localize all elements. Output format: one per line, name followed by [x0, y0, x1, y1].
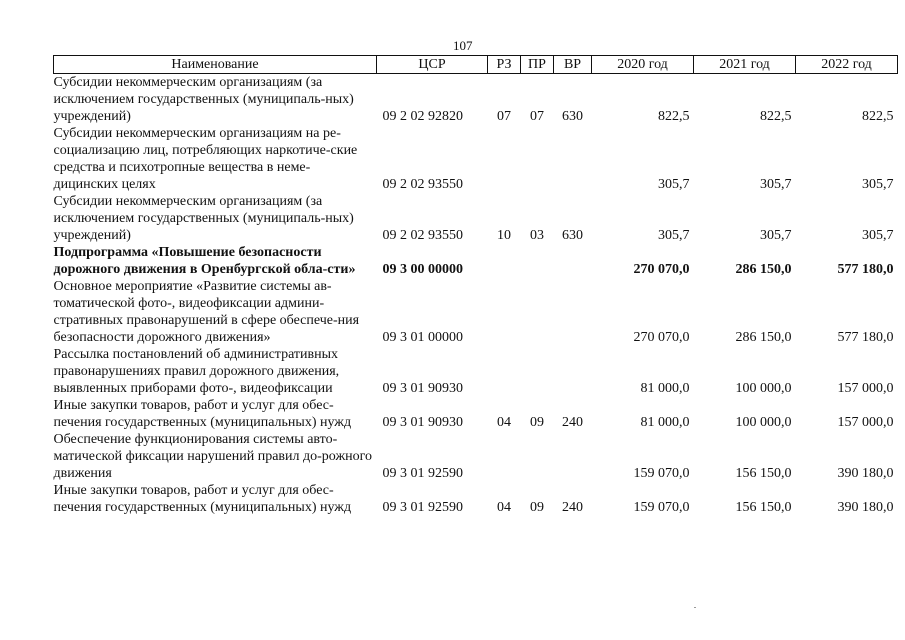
row-rz: 04 — [497, 500, 511, 515]
row-pr: 09 — [530, 500, 544, 515]
row-rz: 10 — [497, 228, 511, 243]
header-2022: 2022 год — [796, 56, 898, 74]
row-2022: 577 180,0 — [837, 262, 894, 277]
row-2021: 822,5 — [760, 109, 792, 124]
header-vr: ВР — [554, 56, 592, 74]
table-row — [54, 482, 898, 516]
row-pr — [521, 431, 554, 482]
row-2020: 159 070,0 — [633, 500, 690, 515]
row-2020: 81 000,0 — [640, 415, 690, 430]
row-vr — [554, 431, 592, 482]
header-name: Наименование — [54, 56, 377, 74]
row-2020: 270 070,0 — [633, 330, 690, 345]
row-2021: 286 150,0 — [735, 330, 792, 345]
row-csr: 09 3 01 90930 — [382, 381, 463, 396]
header-pr: ПР — [521, 56, 554, 74]
row-csr: 09 3 01 90930 — [382, 415, 463, 430]
row-2021: 100 000,0 — [735, 415, 792, 430]
header-2021: 2021 год — [694, 56, 796, 74]
row-pr: 09 — [530, 415, 544, 430]
row-rz — [488, 125, 521, 193]
row-csr: 09 3 01 92590 — [382, 500, 463, 515]
header-2020: 2020 год — [592, 56, 694, 74]
row-vr: 630 — [562, 228, 583, 243]
row-vr: 630 — [562, 109, 583, 124]
row-2022: 390 180,0 — [837, 466, 894, 481]
row-name: Основное мероприятие «Развитие системы ав-томатической фото-, видеофиксации админи-стративных правонарушений в сфере обеспече-ния безопасности дорожного движения» — [53, 279, 360, 345]
row-csr: 09 3 01 00000 — [382, 330, 463, 345]
row-name: Обеспечение функционирования системы авто-матической фиксации нарушений правил до-рожного движения — [53, 432, 372, 481]
row-name: Иные закупки товаров, работ и услуг для обес-печения государственных (муниципальных) нужд — [53, 483, 352, 515]
row-2020: 305,7 — [658, 228, 690, 243]
row-vr — [554, 125, 592, 193]
row-2021: 286 150,0 — [735, 262, 792, 277]
row-name: Субсидии некоммерческим организациям на ре-социализацию лиц, потребляющих наркотиче-ские средства и психотропные вещества в неме-дицинских целях — [53, 126, 358, 192]
row-pr: 07 — [530, 109, 544, 124]
table-header-row — [54, 56, 898, 74]
row-2022: 157 000,0 — [837, 415, 894, 430]
row-name: Иные закупки товаров, работ и услуг для обес-печения государственных (муниципальных) нужд — [53, 398, 352, 430]
row-rz — [488, 244, 521, 278]
row-pr — [521, 125, 554, 193]
row-vr — [554, 278, 592, 346]
page-number: 107 — [453, 38, 473, 53]
row-2022: 577 180,0 — [837, 330, 894, 345]
row-vr: 240 — [562, 500, 583, 515]
row-2021: 156 150,0 — [735, 500, 792, 515]
row-csr: 09 2 02 92820 — [382, 109, 463, 124]
row-pr — [521, 244, 554, 278]
table-row — [54, 431, 898, 482]
row-2020: 305,7 — [658, 177, 690, 192]
row-rz — [488, 346, 521, 397]
row-csr: 09 2 02 93550 — [382, 177, 463, 192]
row-name: Подпрограмма «Повышение безопасности дорожного движения в Оренбургской обла-сти» — [53, 245, 356, 277]
row-2021: 305,7 — [760, 177, 792, 192]
row-csr: 09 2 02 93550 — [382, 228, 463, 243]
row-rz: 04 — [497, 415, 511, 430]
row-pr: 03 — [530, 228, 544, 243]
row-2021: 156 150,0 — [735, 466, 792, 481]
budget-table — [53, 55, 898, 516]
row-name: Рассылка постановлений об административных правонарушениях правил дорожного движения, выявленных приборами фото-, видеофиксации — [53, 347, 340, 396]
row-2022: 390 180,0 — [837, 500, 894, 515]
row-vr: 240 — [562, 415, 583, 430]
header-csr: ЦСР — [377, 56, 488, 74]
row-csr: 09 3 00 00000 — [382, 262, 463, 277]
row-2020: 822,5 — [658, 109, 690, 124]
row-2022: 305,7 — [862, 228, 894, 243]
row-vr — [554, 244, 592, 278]
table-row — [54, 346, 898, 397]
row-name: Субсидии некоммерческим организациям (за исключением государственных (муниципаль-ных) учреждений) — [53, 75, 354, 124]
row-csr: 09 3 01 92590 — [382, 466, 463, 481]
row-2021: 100 000,0 — [735, 381, 792, 396]
table-row-subprogram — [54, 244, 898, 278]
row-2020: 270 070,0 — [633, 262, 690, 277]
row-pr — [521, 346, 554, 397]
row-rz — [488, 431, 521, 482]
row-2022: 822,5 — [862, 109, 894, 124]
table-row — [54, 278, 898, 346]
row-2022: 305,7 — [862, 177, 894, 192]
table-row — [54, 397, 898, 431]
row-2020: 81 000,0 — [640, 381, 690, 396]
table-row — [54, 193, 898, 244]
table-row — [54, 74, 898, 126]
row-rz: 07 — [497, 109, 511, 124]
scan-artifact — [694, 607, 696, 608]
table-row — [54, 125, 898, 193]
row-rz — [488, 278, 521, 346]
row-2021: 305,7 — [760, 228, 792, 243]
row-2020: 159 070,0 — [633, 466, 690, 481]
row-name: Субсидии некоммерческим организациям (за исключением государственных (муниципаль-ных) учреждений) — [53, 194, 354, 243]
row-2022: 157 000,0 — [837, 381, 894, 396]
row-pr — [521, 278, 554, 346]
row-vr — [554, 346, 592, 397]
header-rz: РЗ — [488, 56, 521, 74]
